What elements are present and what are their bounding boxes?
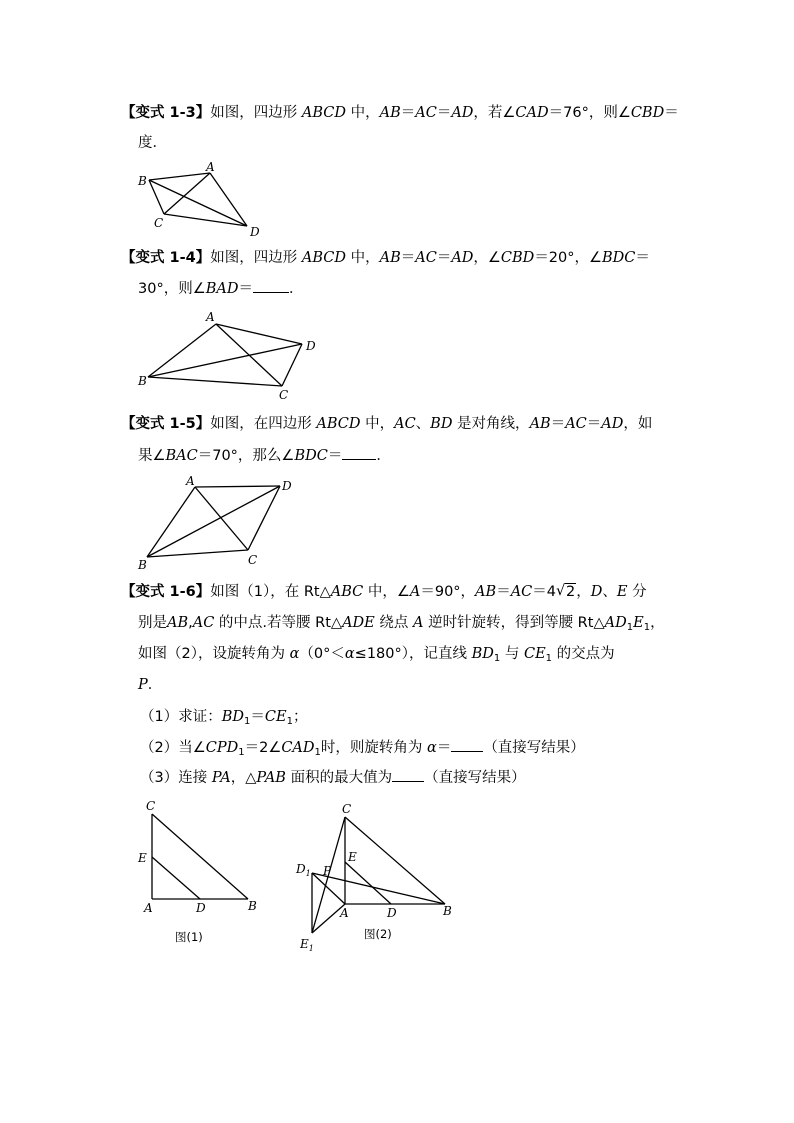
figure-1-3	[130, 158, 270, 240]
problem-tag: 【变式 1-4】	[121, 250, 211, 266]
label-e: E	[138, 851, 147, 865]
question-3: （3）连接 PA，△PAB 面积的最大值为 （直接写结果）	[140, 767, 526, 788]
segment-ac	[164, 173, 210, 214]
problem-1-3-line-2: 度．	[138, 135, 167, 151]
segment-ac	[195, 487, 248, 550]
label-d: D	[282, 479, 292, 493]
problem-tag: 【变式 1-3】	[121, 105, 211, 121]
label-e: E	[348, 850, 357, 864]
segment-d1b	[312, 873, 445, 904]
problem-tag: 【变式 1-5】	[121, 416, 211, 432]
segment-ab	[147, 487, 195, 557]
problem-1-6-line-3: 如图（2），设旋转角为 α（0°＜α≤180°），记直线 $BD_1$ 与 $CE_1$ 的交点为	[138, 646, 615, 664]
segment-dc	[282, 344, 302, 386]
label-b: B	[138, 174, 147, 188]
problem-1-6-line-4: P．	[138, 677, 163, 693]
segment-ad	[216, 324, 302, 344]
label-d1: $D_1$	[296, 862, 311, 878]
label-a: A	[186, 474, 195, 488]
question-1: （1）求证：$BD_1=CE_1$；	[140, 709, 308, 727]
label-e1: $E_1$	[300, 937, 314, 953]
figure-caption: 图(1)	[175, 930, 203, 944]
segment-ed	[345, 862, 391, 904]
label-a: A	[206, 310, 215, 324]
problem-1-4-line-2: 30°，则∠BAD＝ ．	[138, 278, 303, 299]
figure-1-6-2	[290, 795, 465, 960]
label-a: A	[144, 901, 153, 915]
sqrt-sign: √ 2	[556, 582, 576, 602]
figure-1-4	[130, 305, 330, 405]
label-c: C	[146, 799, 156, 813]
segment-bc	[149, 180, 164, 214]
figure-1-6-1	[130, 795, 280, 955]
answer-blank	[342, 445, 376, 460]
segment-bd	[148, 344, 302, 377]
answer-blank	[451, 737, 483, 752]
label-d: D	[306, 339, 316, 353]
label-b: B	[443, 904, 452, 918]
label-a: A	[206, 160, 215, 174]
question-2: （2）当$\angle CPD_1=2\angle CAD_1$时，则旋转角为 α＝ （直接写结果）	[140, 737, 585, 763]
label-c: C	[154, 216, 164, 230]
segment-bd	[147, 486, 280, 557]
label-a: A	[340, 906, 349, 920]
problem-1-6-line-1: 【变式 1-6】如图（1），在 Rt△ABC 中，∠A＝90°，AB＝AC＝4√ 2，D、E 分	[121, 582, 647, 602]
segment-cb	[152, 814, 248, 899]
label-b: B	[138, 558, 147, 572]
segment-ad	[195, 486, 280, 487]
problem-tag: 【变式 1-6】	[121, 584, 211, 600]
problem-1-5-line-1: 【变式 1-5】如图，在四边形 ABCD 中，AC、BD 是对角线，AB＝AC＝AD，如	[121, 416, 653, 432]
segment-bc	[148, 377, 282, 386]
label-d: D	[250, 225, 260, 239]
label-c: C	[248, 553, 258, 567]
figure-caption: 图(2)	[364, 927, 392, 941]
segment-ed	[152, 857, 200, 899]
segment-ad	[210, 173, 247, 226]
figure-1-5	[130, 472, 305, 572]
problem-1-5-line-2: 果∠BAC＝70°，那么∠BDC＝ ．	[138, 445, 391, 466]
label-p: P	[323, 864, 332, 878]
label-b: B	[138, 374, 147, 388]
segment-ab	[149, 173, 210, 180]
problem-1-4-line-1: 【变式 1-4】如图，四边形 ABCD 中，AB＝AC＝AD，∠CBD＝20°，∠BDC＝	[121, 250, 650, 266]
answer-blank	[392, 767, 424, 782]
answer-blank	[253, 278, 289, 293]
problem-1-6-line-2: 别是AB,AC 的中点.若等腰 Rt△ADE 绕点 A 逆时针旋转，得到等腰 $Rt\triangle AD_1E_1$，	[138, 615, 665, 633]
label-d: D	[196, 901, 206, 915]
label-b: B	[248, 899, 257, 913]
label-c: C	[279, 388, 289, 402]
label-c: C	[342, 802, 352, 816]
segment-cb	[345, 817, 445, 904]
segment-bc	[147, 550, 248, 557]
problem-1-3-line-1: 【变式 1-3】如图，四边形 ABCD 中，AB＝AC＝AD，若∠CAD＝76°，则∠CBD＝	[121, 105, 679, 121]
label-d: D	[387, 906, 397, 920]
segment-dc	[248, 486, 280, 550]
